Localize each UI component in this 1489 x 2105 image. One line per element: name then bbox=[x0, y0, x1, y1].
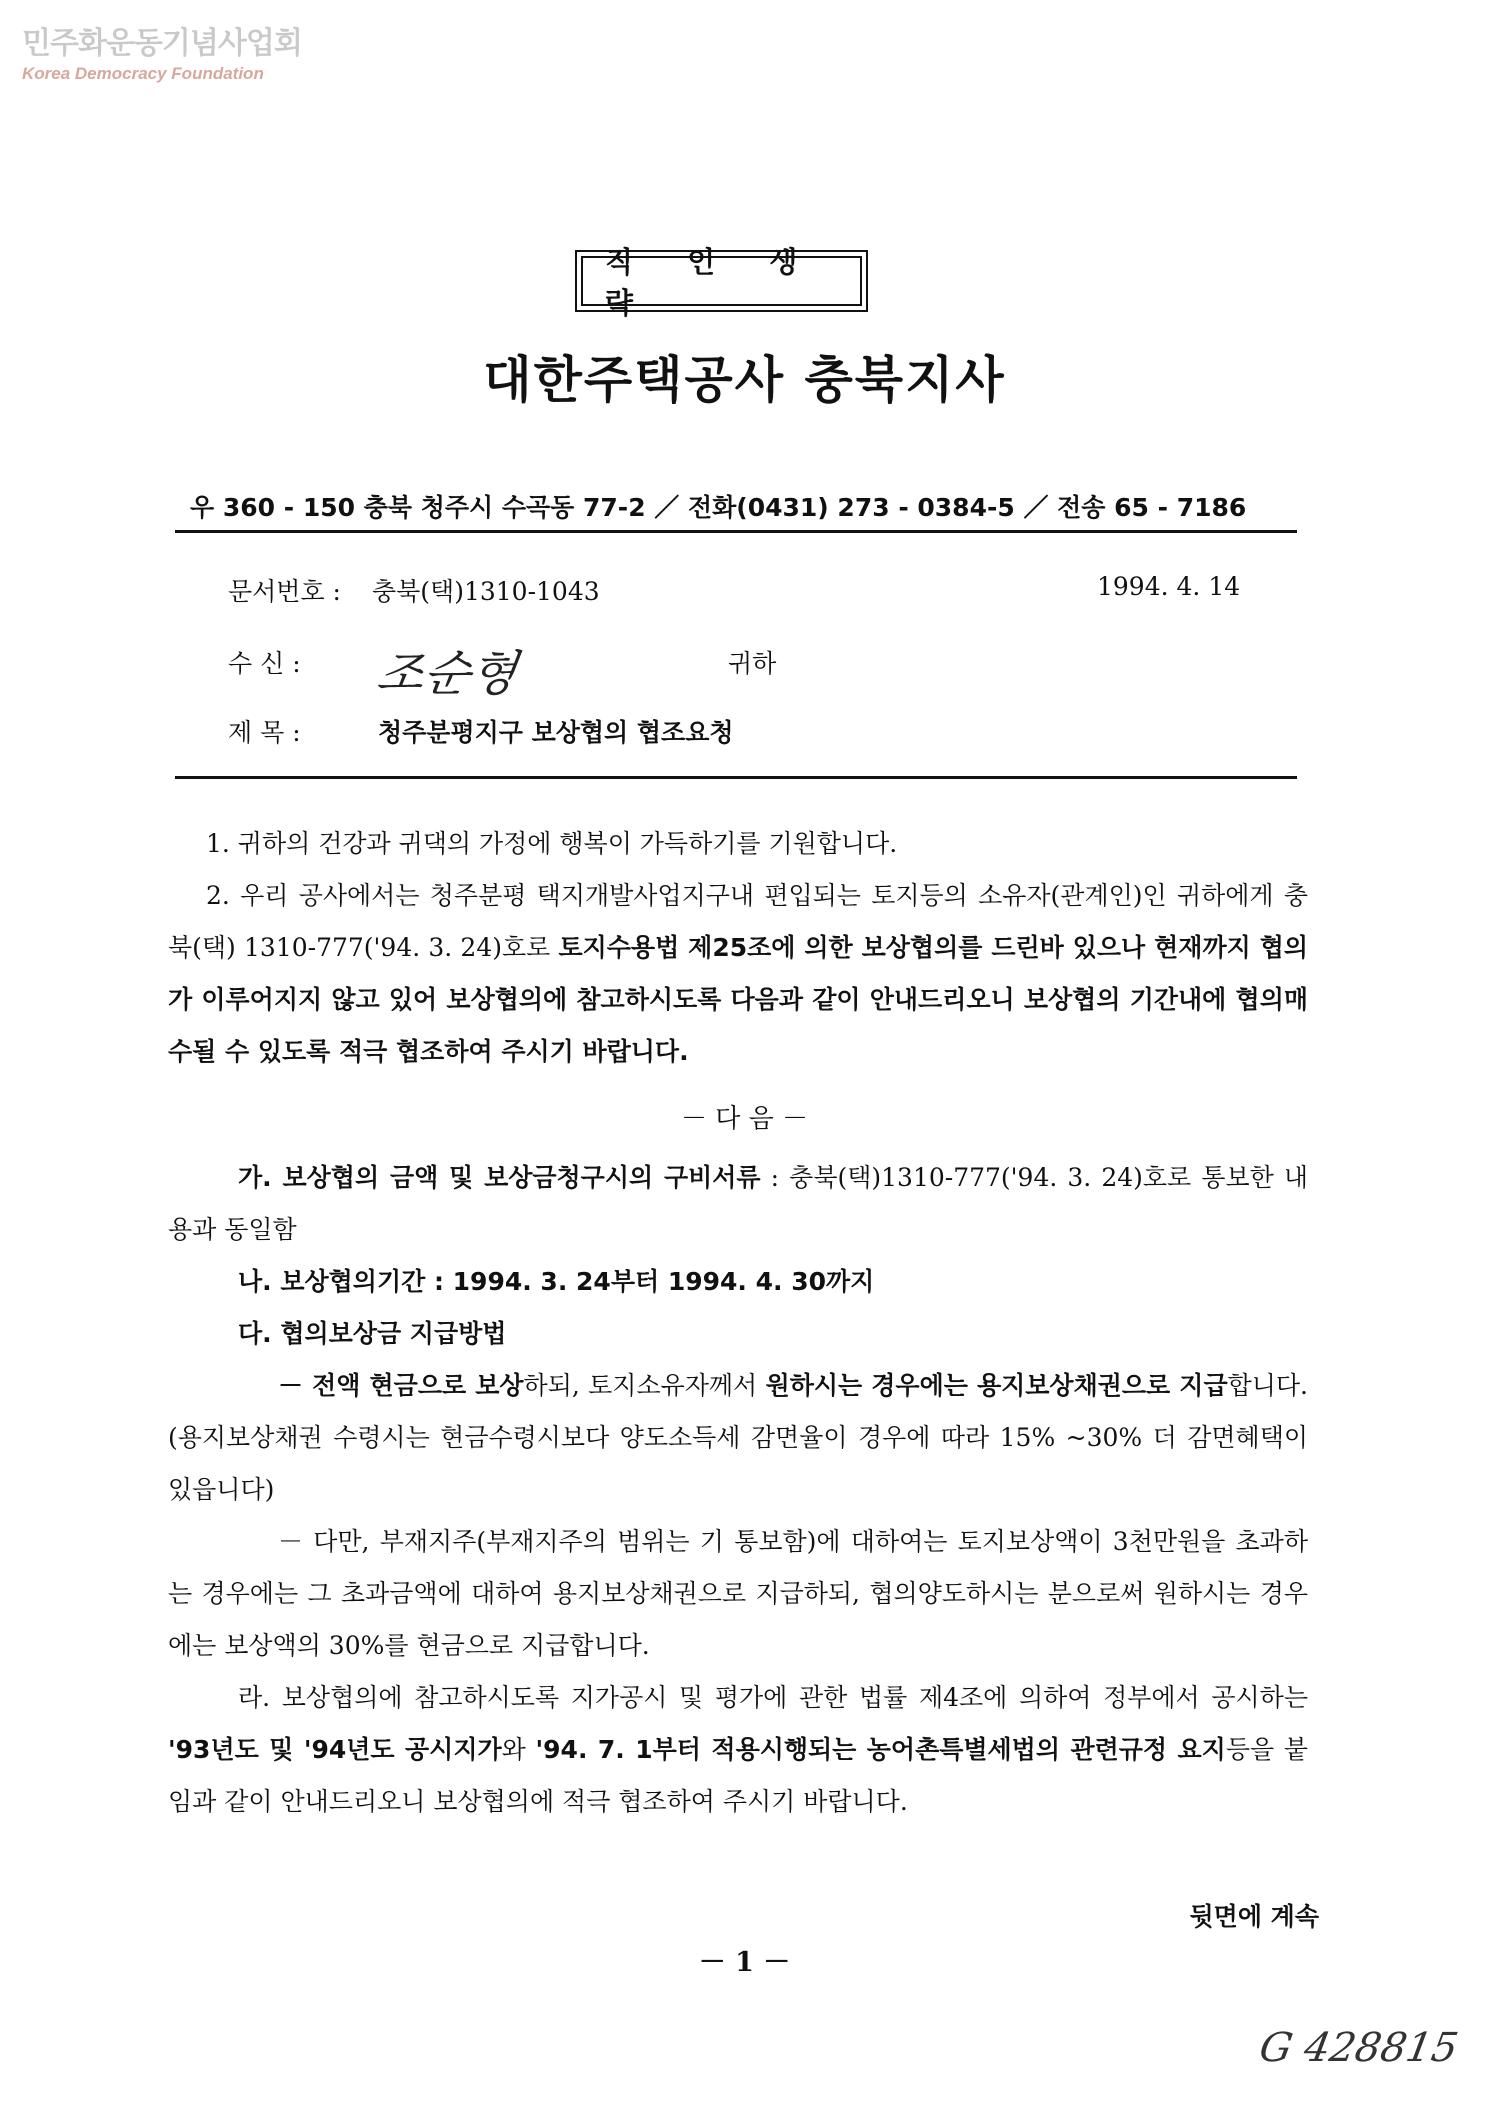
doc-date: 1994. 4. 14 bbox=[1097, 572, 1241, 601]
subject-label: 제 목 : bbox=[228, 718, 301, 747]
recipient-label: 수 신 : bbox=[228, 649, 301, 678]
item-da-1 bbox=[168, 1360, 1308, 1516]
organization-title: 대한주택공사 충북지사 bbox=[483, 351, 1006, 409]
seal-omitted-text: 직 인 생 략 bbox=[581, 256, 862, 306]
item-da-1-a: － 전액 현금으로 보상 bbox=[278, 1371, 524, 1400]
item-da-1-c: 원하시는 경우에는 용지보상채권으로 지급 bbox=[765, 1371, 1228, 1400]
item-ra-e: 등을 붙임과 같이 안내드리오니 보상협의에 적극 협조하여 주시기 바랍니다. bbox=[168, 1735, 1308, 1816]
paragraph-2 bbox=[168, 870, 1308, 1078]
item-da-1-b: 하되, 토지소유자께서 bbox=[523, 1371, 766, 1400]
address-line: 우 360 - 150 충북 청주시 수곡동 77-2 ／ 전화(0431) 273 - 0384-5 ／ 전송 65 - 7186 bbox=[190, 493, 1247, 522]
item-ra-c: 와 bbox=[501, 1735, 536, 1764]
item-da-2: － 다만, 부재지주(부재지주의 범위는 기 통보함)에 대하여는 토지보상액이 3천만원을 초과하는 경우에는 그 초과금액에 대하여 용지보상채권으로 지급하되, 협의양도하시는 분으로써 원하시는 경우에는 보상액의 30%를 현금으로 지급합니다. bbox=[168, 1527, 1308, 1660]
subject: 청주분평지구 보상협의 협조요청 bbox=[378, 718, 734, 747]
doc-no-label: 문서번호 : bbox=[228, 577, 341, 606]
item-da bbox=[168, 1308, 1308, 1360]
paragraph-2-intro: 2. 우리 공사에서는 청주분평 택지개발사업지구내 편입되는 토지등의 소유자(관계인)인 귀하에게 충북(택) 1310-777('94. 3. 24)호로 bbox=[168, 881, 1308, 962]
item-ra-a: 라. 보상협의에 참고하시도록 지가공시 및 평가에 관한 법률 제4조에 의하여 정부에서 공시하는 bbox=[238, 1683, 1308, 1712]
archive-number: G 428815 bbox=[1255, 2025, 1462, 2071]
page-number: － 1 － bbox=[698, 1947, 791, 1978]
item-ga bbox=[168, 1152, 1308, 1256]
item-ra bbox=[168, 1672, 1308, 1828]
doc-no: 충북(택)1310-1043 bbox=[372, 577, 600, 606]
watermark-english: Korea Democracy Foundation bbox=[22, 64, 264, 83]
paragraph-2-bold: 토지수용법 제25조에 의한 보상협의를 드린바 있으나 현재까지 협의가 이루어지지 않고 있어 보상협의에 참고하시도록 다음과 같이 안내드리오니 보상협의 기간내에 협의매수될 수 있도록 적극 협조하여 주시기 바랍니다. bbox=[168, 933, 1308, 1066]
item-ga-bold: 가. 보상협의 금액 및 보상금청구시의 구비서류 bbox=[238, 1163, 761, 1192]
item-ga-rest: : 충북(택)1310-777('94. 3. 24)호로 통보한 내용과 동일함 bbox=[168, 1163, 1308, 1244]
item-da-1-d: 합니다. (용지보상채권 수령시는 현금수령시보다 양도소득세 감면율이 경우에 따라 15% ~30% 더 감면혜택이 있읍니다) bbox=[168, 1371, 1309, 1504]
recipient-handwritten-name: 조순형 bbox=[373, 646, 521, 702]
meta-divider bbox=[175, 776, 1297, 779]
header-divider bbox=[175, 530, 1297, 533]
item-na bbox=[168, 1256, 1308, 1308]
item-ra-b: '93년도 및 '94년도 공시지가 bbox=[168, 1735, 502, 1764]
item-da-text: 다. 협의보상금 지급방법 bbox=[238, 1319, 507, 1348]
item-ra-d: '94. 7. 1부터 적용시행되는 농어촌특별세법의 관련규정 요지 bbox=[535, 1735, 1226, 1764]
seal-omitted-box bbox=[575, 245, 868, 320]
continued-note: 뒷면에 계속 bbox=[1189, 1902, 1319, 1931]
watermark-korean: 민주화운동기념사업회 bbox=[22, 26, 302, 61]
honorific: 귀하 bbox=[728, 649, 777, 678]
item-na-text: 나. 보상협의기간 : 1994. 3. 24부터 1994. 4. 30까지 bbox=[238, 1267, 875, 1296]
paragraph-1: 1. 귀하의 건강과 귀댁의 가정에 행복이 가득하기를 기원합니다. bbox=[206, 829, 898, 858]
section-heading: － 다 음 － bbox=[680, 1104, 809, 1134]
